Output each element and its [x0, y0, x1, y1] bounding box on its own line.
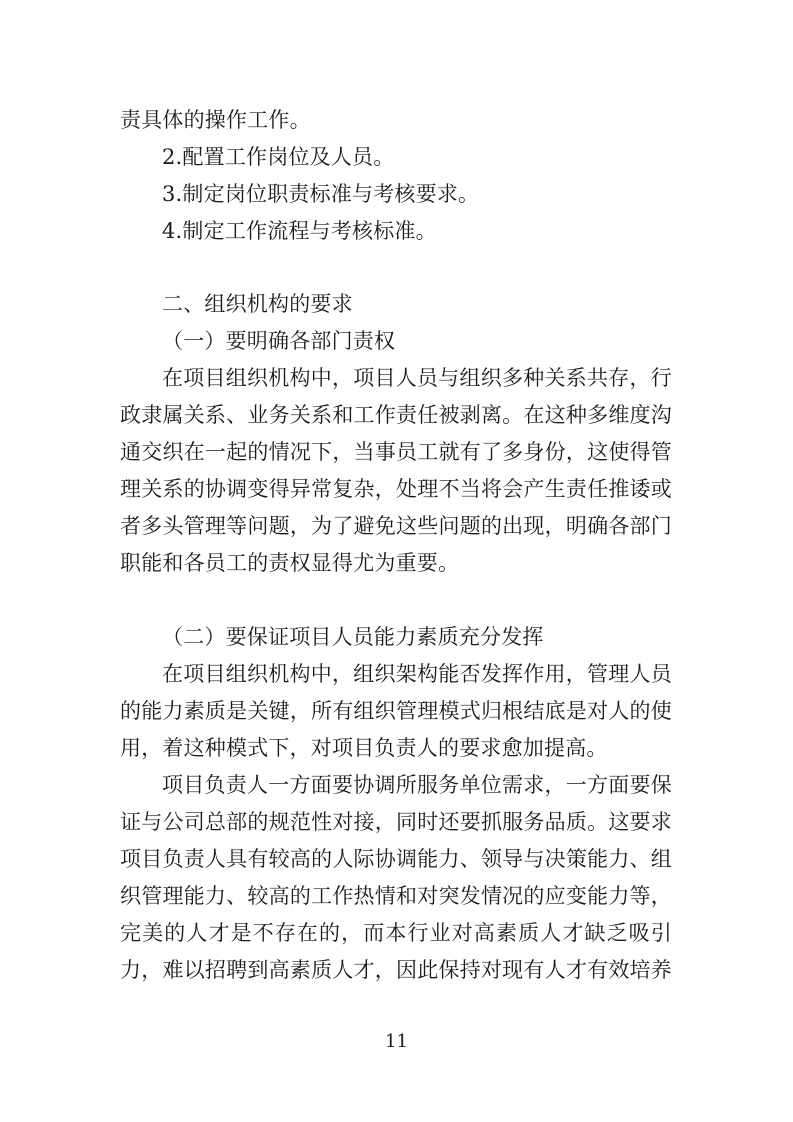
- text-line: 政隶属关系、业务关系和工作责任被剥离。在这种多维度沟: [120, 403, 672, 427]
- text-line: 在项目组织机构中，组织架构能否发挥作用，管理人员: [162, 662, 672, 686]
- subsection-heading: （一）要明确各部门责权: [162, 329, 396, 353]
- text-line: 项目负责人一方面要协调所服务单位需求，一方面要保: [162, 773, 672, 797]
- text-line: 力，难以招聘到高素质人才，因此保持对现有人才有效培养: [120, 958, 672, 982]
- text-line: 责具体的操作工作。: [120, 108, 311, 132]
- text-line: 完美的人才是不存在的，而本行业对高素质人才缺乏吸引: [120, 921, 672, 945]
- list-item: 4.制定工作流程与考核标准。: [162, 219, 437, 243]
- list-item: 3.制定岗位职责标准与考核要求。: [162, 182, 480, 206]
- text-line: 的能力素质是关键，所有组织管理模式归根结底是对人的使: [120, 699, 672, 723]
- page-number: 11: [385, 1031, 408, 1052]
- text-line: 项目负责人具有较高的人际协调能力、领导与决策能力、组: [120, 847, 672, 871]
- text-line: 职能和各员工的责权显得尤为重要。: [120, 551, 460, 575]
- list-item: 2.配置工作岗位及人员。: [162, 145, 395, 169]
- text-line: 者多头管理等问题，为了避免这些问题的出现，明确各部门: [120, 514, 672, 538]
- subsection-heading: （二）要保证项目人员能力素质充分发挥: [162, 625, 544, 649]
- text-line: 证与公司总部的规范性对接，同时还要抓服务品质。这要求: [120, 810, 672, 834]
- text-line: 织管理能力、较高的工作热情和对突发情况的应变能力等，: [120, 884, 672, 908]
- text-line: 理关系的协调变得异常复杂，处理不当将会产生责任推诿或: [120, 477, 672, 501]
- text-line: 通交织在一起的情况下，当事员工就有了多身份，这使得管: [120, 440, 672, 464]
- text-line: 在项目组织机构中，项目人员与组织多种关系共存，行: [162, 366, 672, 390]
- section-heading: 二、组织机构的要求: [162, 292, 353, 316]
- text-line: 用，着这种模式下，对项目负责人的要求愈加提高。: [120, 736, 608, 760]
